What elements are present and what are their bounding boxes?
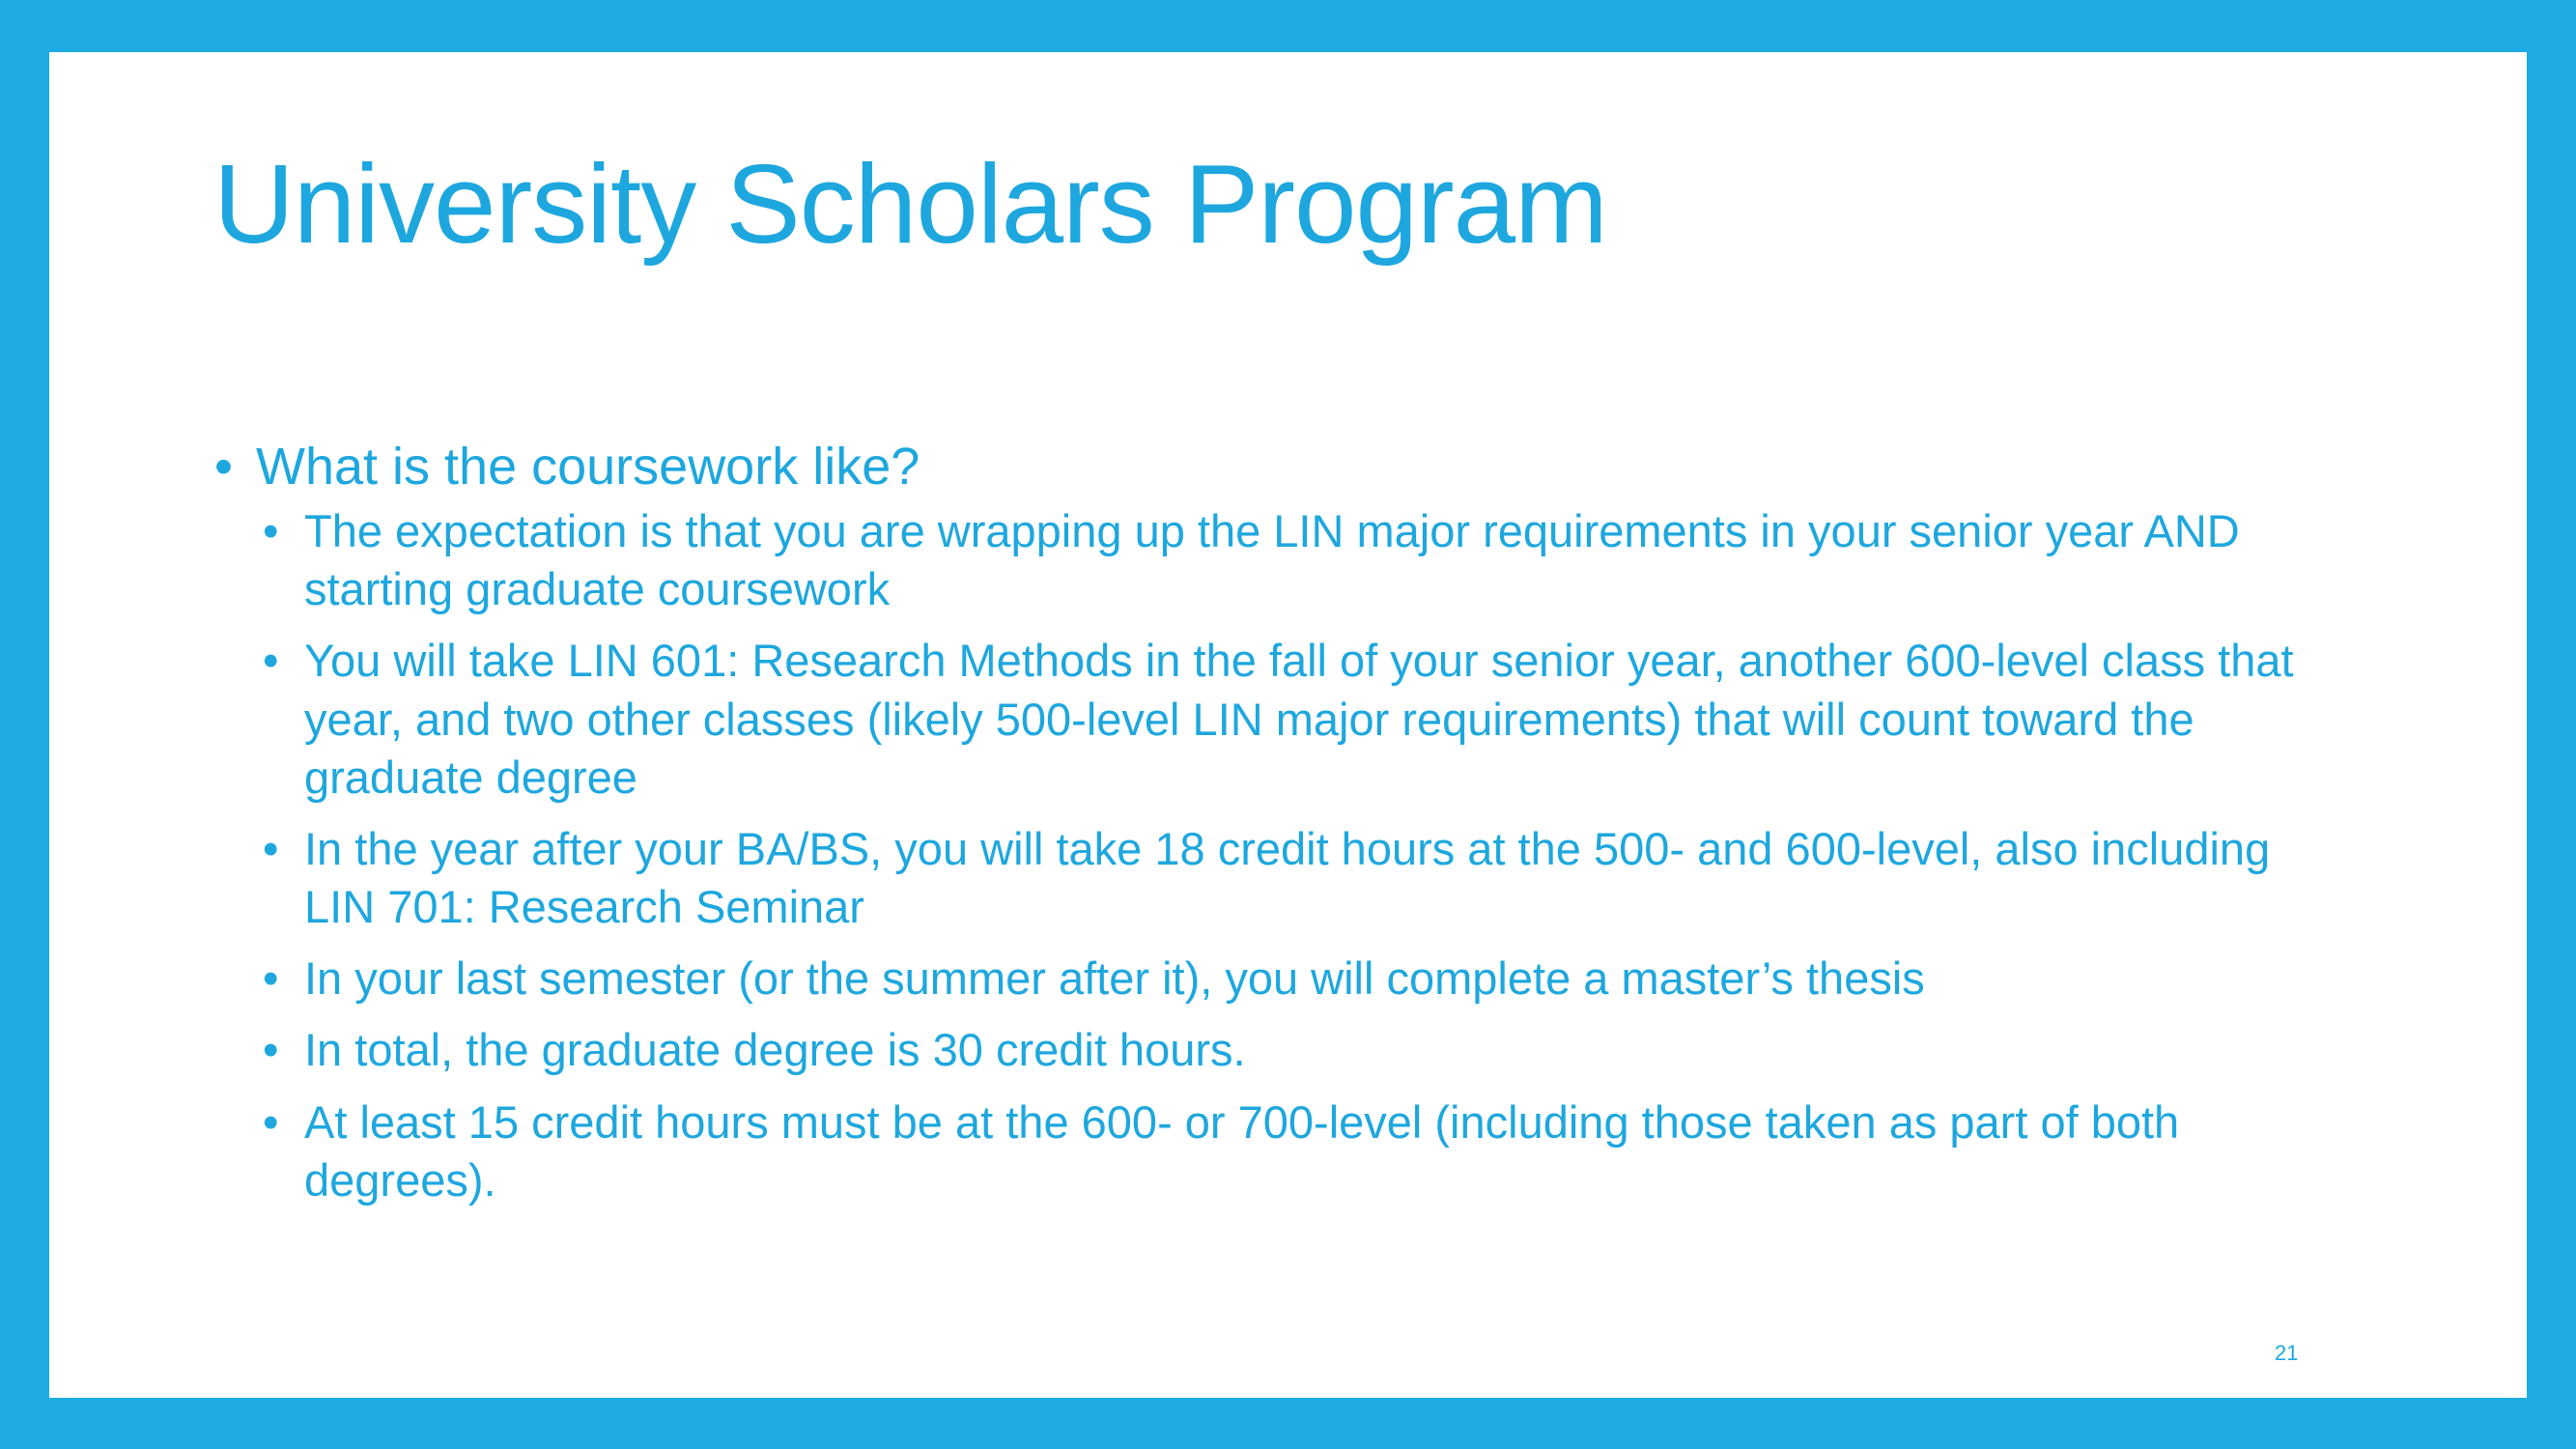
sub-bullet	[214, 632, 2339, 806]
bullet-icon: •	[263, 822, 279, 874]
sub-bullet-text: The expectation is that you are wrapping up the LIN major requirements in your senior year AND starting graduate coursework	[304, 505, 2240, 615]
page-number: 21	[2275, 1341, 2299, 1365]
bullet-icon: •	[263, 505, 279, 557]
slide-content	[214, 437, 2339, 1223]
main-bullet-text: What is the coursework like?	[256, 438, 920, 496]
bullet-icon: •	[263, 635, 279, 687]
bullet-icon: •	[214, 438, 233, 496]
sub-bullet-text: In your last semester (or the summer after it), you will complete a master’s thesis	[304, 952, 1925, 1005]
sub-bullet-list	[214, 502, 2339, 1209]
sub-bullet	[214, 950, 2339, 1008]
bullet-icon: •	[263, 952, 279, 1005]
sub-bullet-text: At least 15 credit hours must be at the 600- or 700-level (including those taken as part of both degrees).	[304, 1095, 2180, 1206]
sub-bullet-text: In the year after your BA/BS, you will take 18 credit hours at the 500- and 600-level, also including LIN 701: Research Seminar	[304, 822, 2271, 933]
main-bullet	[214, 437, 2339, 497]
sub-bullet	[214, 1021, 2339, 1079]
sub-bullet	[214, 820, 2339, 936]
sub-bullet-text: You will take LIN 601: Research Methods in the fall of your senior year, another 600-level class that year, and two other classes (likely 500-level LIN major requirements) that will count toward the graduate degree	[304, 635, 2294, 803]
slide-title: University Scholars Program	[213, 141, 1607, 267]
bullet-icon: •	[263, 1024, 279, 1076]
bullet-icon: •	[263, 1095, 279, 1148]
sub-bullet-text: In total, the graduate degree is 30 credit hours.	[304, 1024, 1246, 1076]
sub-bullet	[214, 1094, 2339, 1209]
sub-bullet	[214, 502, 2339, 618]
